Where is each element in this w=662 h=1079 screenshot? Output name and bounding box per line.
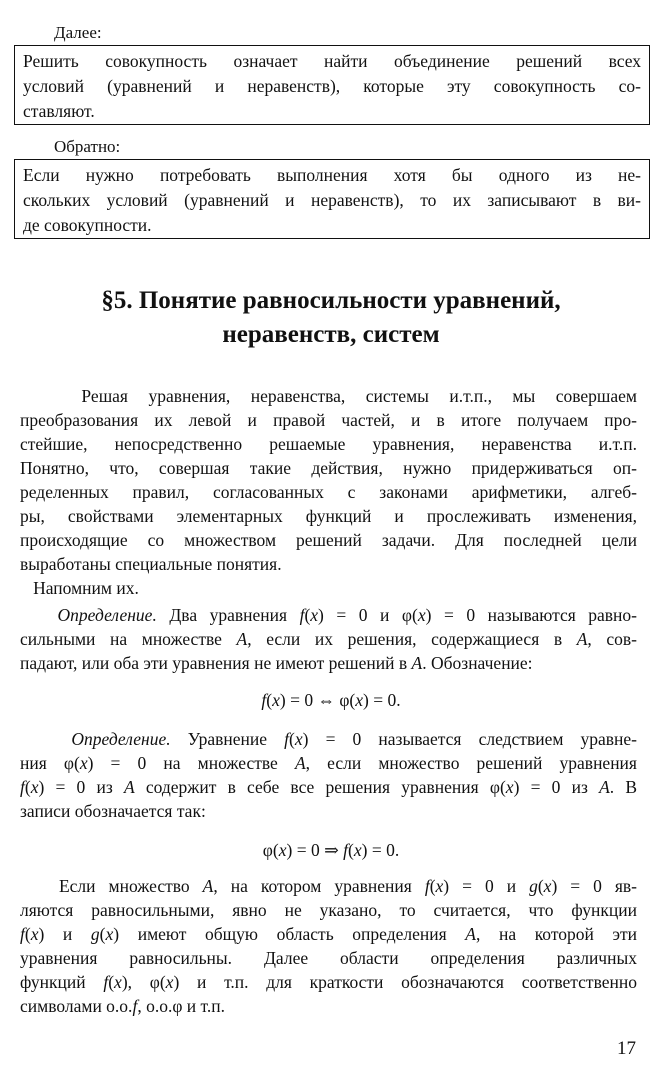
para3-line-2: ляются равносильными, явно не указано, то считается, что функции <box>20 900 637 920</box>
box2-line-1: Если нужно потребовать выполнения хотя бы одного из не- <box>23 165 641 185</box>
intro-paragraph <box>20 384 637 576</box>
para1-line-2: преобразования их левой и правой частей, и в итоге получаем про- <box>20 410 637 430</box>
para1-line-3: стейшие, непосредственно решаемые уравнения, неравенства и.т.п. <box>20 434 637 454</box>
para3-line-5: функций f(x), φ(x) и т.п. для краткости обозначаются соответственно <box>20 972 637 992</box>
def1-line-2: сильными на множестве A, если их решения, содержащиеся в A, сов- <box>20 629 638 649</box>
definition-equivalence <box>20 603 637 675</box>
box2-line-2: скольких условий (уравнений и неравенств), то их записывают в ви- <box>23 190 641 210</box>
para3-line-6: символами о.о.f, о.о.φ и т.п. <box>20 996 225 1016</box>
definition-consequence <box>20 727 637 823</box>
para1-line-7: происходящие со множеством решений задачи. Для последней цели <box>20 530 637 550</box>
box2-label: Обратно: <box>54 137 121 156</box>
box1-line-3: ставляют. <box>23 101 95 121</box>
def2-line-1: Определение. Уравнение f(x) = 0 называется следствием уравне- <box>71 729 638 749</box>
recall-paragraph <box>20 576 637 600</box>
box1-line-1: Решить совокупность означает найти объединение решений всех <box>23 51 641 71</box>
def1-line-1: Определение. Два уравнения f(x) = 0 и φ(x) = 0 называются равно- <box>57 605 637 625</box>
domain-paragraph <box>20 874 637 1018</box>
section-title-line-1: §5. Понятие равносильности уравнений, <box>101 287 561 314</box>
box1-line-2: условий (уравнений и неравенств), которые эту совокупность со- <box>23 76 641 96</box>
para3-line-1: Если множество A, на котором уравнения f(x) = 0 и g(x) = 0 яв- <box>20 876 637 896</box>
definition-box-collection <box>14 159 650 239</box>
formula-equivalence: f(x) = 0 ⇔ φ(x) = 0. <box>261 690 401 710</box>
def1-line-3: падают, или оба эти уравнения не имеют решений в A. Обозначение: <box>20 653 533 673</box>
def2-line-2: ния φ(x) = 0 на множестве A, если множество решений уравнения <box>20 753 637 773</box>
para1-line-6: ры, свойствами элементарных функций и прослеживать изменения, <box>20 506 637 526</box>
para1-line-5: ределенных правил, согласованных с законами арифметики, алгеб- <box>20 482 637 502</box>
definition-box-union <box>14 45 650 125</box>
box2-line-3: де совокупности. <box>23 215 152 235</box>
page-number: 17 <box>617 1038 636 1059</box>
def2-line-3: f(x) = 0 из A содержит в себе все решения уравнения φ(x) = 0 из A. В <box>20 777 637 797</box>
para1-line-1: Решая уравнения, неравенства, системы и.т.п., мы совершаем <box>20 386 637 406</box>
box1-label: Далее: <box>54 23 102 42</box>
formula-consequence: φ(x) = 0 ⇒ f(x) = 0. <box>262 840 400 860</box>
para1-line-8: выработаны специальные понятия. <box>20 554 282 574</box>
para3-line-4: уравнения равносильны. Далее области определения различных <box>20 948 637 968</box>
def2-line-4: записи обозначается так: <box>20 801 206 821</box>
para1-line-4: Понятно, что, совершая такие действия, нужно придерживаться оп- <box>20 458 637 478</box>
para2-line-1: Напомним их. <box>20 578 139 598</box>
section-title-line-2: неравенств, систем <box>222 321 440 348</box>
para3-line-3: f(x) и g(x) имеют общую область определения A, на которой эти <box>20 924 637 944</box>
